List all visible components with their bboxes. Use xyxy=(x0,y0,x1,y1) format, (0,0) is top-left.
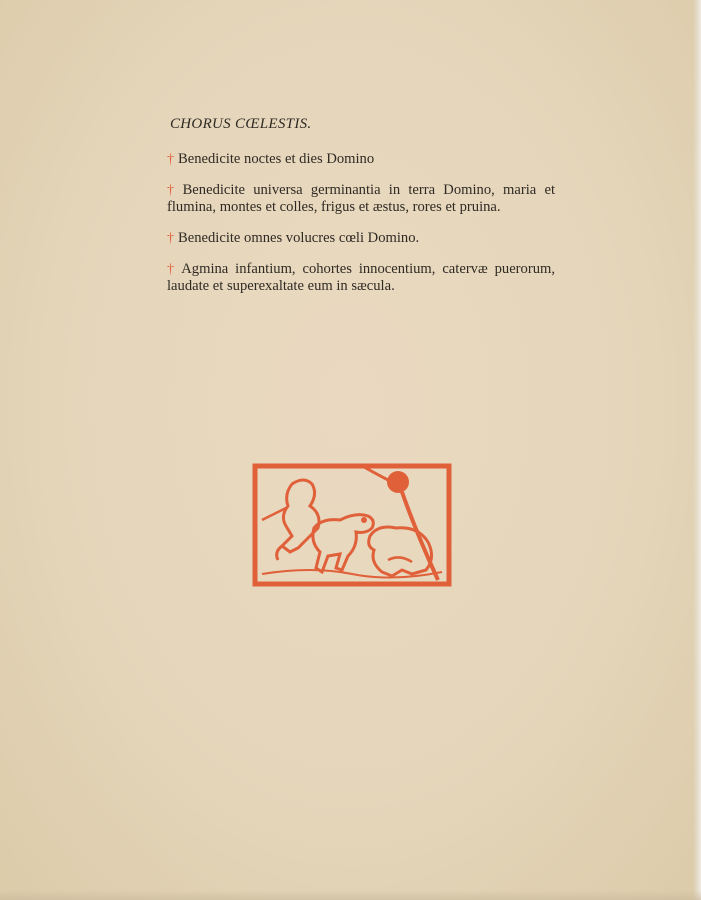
cross-icon: † xyxy=(167,183,179,198)
verse-1 xyxy=(167,151,555,168)
verse-4 xyxy=(167,261,555,295)
verse-text-block xyxy=(167,116,555,309)
cross-icon: † xyxy=(167,262,178,277)
woodcut-vignette-icon xyxy=(252,462,452,587)
verse-text: Agmina infantium, cohortes innocentium, catervæ puerorum, laudate et superexaltate eum in sæcula. xyxy=(167,261,555,294)
verse-text: Benedicite universa germinantia in terra Domino, maria et flumina, montes et colles, frigus et æstus, rores et pruina. xyxy=(167,182,555,215)
verse-text: Benedicite omnes volucres cœli Domino. xyxy=(178,230,420,246)
page-edge-right xyxy=(693,0,701,900)
verse-2 xyxy=(167,182,555,216)
section-heading: CHORUS CŒLESTIS. xyxy=(170,116,312,132)
cross-icon: † xyxy=(167,231,174,246)
verse-3 xyxy=(167,230,555,247)
page-edge-bottom xyxy=(0,890,701,900)
verse-text: Benedicite noctes et dies Domino xyxy=(178,151,375,167)
cross-icon: † xyxy=(167,152,174,167)
